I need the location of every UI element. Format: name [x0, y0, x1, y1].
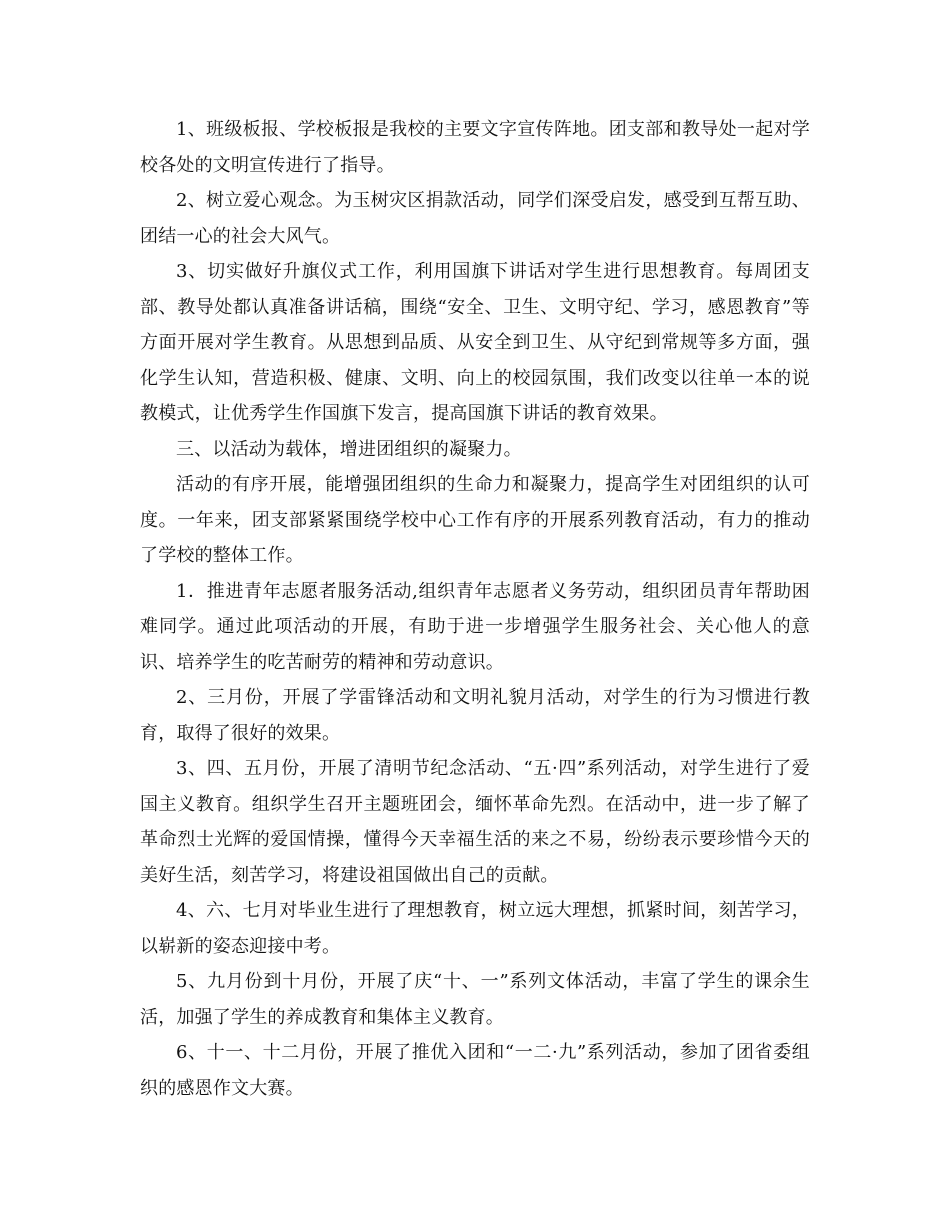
paragraph-5: 1．推进青年志愿者服务活动,组织青年志愿者义务劳动，组织团员青年帮助困难同学。通过此项活动的开展，有助于进一步增强学生服务社会、关心他人的意识、培养学生的吃苦耐劳的精神和劳动意识。 — [140, 580, 810, 673]
paragraph-8: 4、六、七月对毕业生进行了理想教育，树立远大理想，抓紧时间，刻苦学习，以崭新的姿态迎接中考。 — [140, 900, 810, 957]
section-heading: 三、以活动为载体，增进团组织的凝聚力。 — [176, 438, 522, 460]
paragraph-10: 6、十一、十二月份，开展了推优入团和“一二·九”系列活动，参加了团省委组织的感恩作文大赛。 — [140, 1042, 810, 1099]
paragraph-7: 3、四、五月份，开展了清明节纪念活动、“五·四”系列活动，对学生进行了爱国主义教育。组织学生召开主题班团会，缅怀革命先烈。在活动中，进一步了解了革命烈士光辉的爱国情操，懂得今天幸福生活的来之不易，纷纷表示要珍惜今天的美好生活，刻苦学习，将建设祖国做出自己的贡献。 — [140, 758, 810, 886]
paragraph-2: 2、树立爱心观念。为玉树灾区捐款活动，同学们深受启发，感受到互帮互助、团结一心的社会大风气。 — [140, 190, 810, 247]
paragraph-9: 5、九月份到十月份，开展了庆“十、一”系列文体活动，丰富了学生的课余生活，加强了学生的养成教育和集体主义教育。 — [140, 971, 810, 1028]
paragraph-4: 活动的有序开展，能增强团组织的生命力和凝聚力，提高学生对团组织的认可度。一年来，团支部紧紧围绕学校中心工作有序的开展系列教育活动，有力的推动了学校的整体工作。 — [140, 474, 810, 566]
paragraph-1: 1、班级板报、学校板报是我校的主要文字宣传阵地。团支部和教导处一起对学校各处的文明宣传进行了指导。 — [140, 119, 810, 176]
paragraph-6: 2、三月份，开展了学雷锋活动和文明礼貌月活动，对学生的行为习惯进行教育，取得了很好的效果。 — [140, 687, 810, 744]
paragraph-3: 3、切实做好升旗仪式工作，利用国旗下讲话对学生进行思想教育。每周团支部、教导处都认真准备讲话稿，围绕“安全、卫生、文明守纪、学习，感恩教育”等方面开展对学生教育。从思想到品质、从安全到卫生、从守纪到常规等多方面，强化学生认知，营造积极、健康、文明、向上的校园氛围，我们改变以往单一本的说教模式，让优秀学生作国旗下发言，提高国旗下讲话的教育效果。 — [140, 261, 810, 424]
document-body — [140, 112, 810, 1106]
